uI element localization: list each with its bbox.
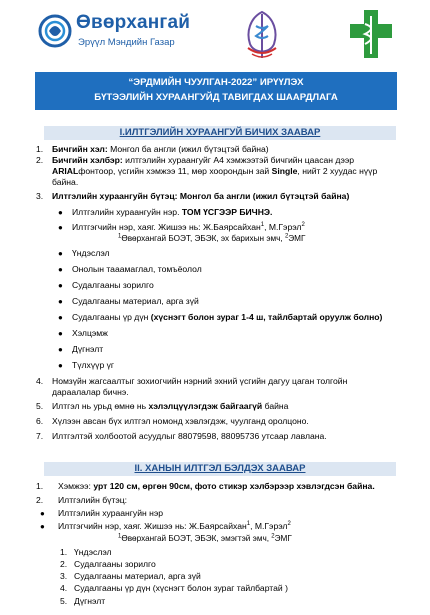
title-banner: [35, 72, 397, 110]
subitem: Дүгнэлт: [74, 596, 106, 606]
list-item-continued: дараалалар бичнэ.: [52, 387, 129, 397]
logo-tagline: Эрүүл Мэндийн Газар: [78, 37, 175, 48]
pharmacy-cross-icon: [346, 6, 396, 62]
section-2-title: II. ХАНЫН ИЛТГЭЛ БЭЛДЭХ ЗААВАР: [44, 462, 396, 476]
item-number: 5.: [36, 401, 44, 411]
subitem: Судалгааны зорилго: [74, 559, 156, 569]
list-item: Бичгийн хэл: Монгол ба англи (ижил бүтэцтэй байна): [52, 144, 269, 154]
subitem-number: 2.: [60, 559, 68, 569]
item-number: 3.: [36, 191, 44, 201]
list-item-continued: ARIALфонтоор, үсгийн хэмжээ 11, мөр хоорондын зай Single, нийт 2 хуудас нүүр: [52, 166, 378, 176]
bullet-item: Хэлцэмж: [72, 328, 108, 338]
bullet-item: Түлхүүр үг: [72, 360, 115, 370]
bullet-icon: ●: [58, 297, 63, 306]
list-item: Хэмжээ: урт 120 см, өргөн 90см, фото стикэр хэлбэрээр хэвлэгдсэн байна.: [58, 481, 375, 491]
list-item-continued: байна.: [52, 177, 79, 187]
section-1-title: I.ИЛТГЭЛИЙН ХУРААНГУЙ БИЧИХ ЗААВАР: [44, 126, 396, 140]
list-item: Илтгэлтэй холбоотой асуудлыг 88079598, 88095736 утсаар лавлана.: [52, 431, 327, 441]
ovorkhangai-logo: [38, 10, 228, 60]
list-item: Хүлээн авсан бүх илтгэл номонд хэвлэгдэж, чуулганд оролцоно.: [52, 416, 309, 426]
subitem-number: 1.: [60, 547, 68, 557]
bullet-icon: ●: [58, 223, 63, 232]
list-item: Илтгэлийн хураангуйн бүтэц: Монгол ба англи (ижил бүтэцтэй байна): [52, 191, 350, 201]
bullet-item: Судалгааны зорилго: [72, 280, 154, 290]
subitem-number: 4.: [60, 583, 68, 593]
affiliation-note: $^1$Өвөрхангай БОЭТ, ЭБЭК, эх барихын эмч, $^2$ЭМГ: [118, 233, 306, 243]
bullet-item: Судалгааны үр дүн (хүснэгт болон зураг 1-4 ш, тайлбартай оруулж болно): [72, 312, 383, 322]
list-item: Илтгэл нь урьд өмнө нь хэлэлцүүлэгдэж байгаагүй байна: [52, 401, 289, 411]
bullet-icon: ●: [40, 509, 45, 518]
item-number: 7.: [36, 431, 44, 441]
bullet-item: Илтгэгчийн нэр, хаяг. Жишээ нь: Ж.Баярсайхан$^1$, М.Гэрэл$^2$: [72, 222, 305, 232]
bullet-icon: ●: [58, 361, 63, 370]
bullet-icon: ●: [58, 265, 63, 274]
bullet-item: Үндэслэл: [72, 248, 110, 258]
subitem-number: 5.: [60, 596, 68, 606]
affiliation-note: $^1$Өвөрхангай БОЭТ, ЭБЭК, эмэгтэй эмч, $^2$ЭМГ: [118, 533, 292, 543]
item-number: 1.: [36, 144, 44, 154]
list-item: Номзүйн жагсаалтыг зохиогчийн нэрний эхний үсгийн дагуу цаган толгойн: [52, 376, 348, 386]
bullet-item: Илтгэлийн хураангуйн нэр: [58, 508, 164, 518]
logo-name: Өвөрхангай: [76, 12, 191, 33]
banner-line-1: “ЭРДМИЙН ЧУУЛГАН-2022” ИРҮҮЛЭХ: [128, 77, 304, 88]
item-number: 4.: [36, 376, 44, 386]
subitem: Үндэслэл: [74, 547, 112, 557]
bullet-item: Дүгнэлт: [72, 344, 104, 354]
bullet-icon: ●: [58, 208, 63, 217]
item-number: 2.: [36, 495, 44, 505]
bullet-item: Илтгэлийн хураангуйн нэр. ТОМ ҮСГЭЭР БИЧНЭ.: [72, 207, 273, 217]
bullet-icon: ●: [58, 313, 63, 322]
header: [0, 0, 430, 68]
subitem: Судалгааны үр дүн (хүснэгт болон зураг тайлбартай ): [74, 583, 288, 593]
subitem: Судалгааны материал, арга зүй: [74, 571, 201, 581]
health-department-emblem-icon: [38, 14, 72, 48]
bullet-icon: ●: [58, 345, 63, 354]
bullet-item: Онолын тааамаглал, томъёолол: [72, 264, 202, 274]
bullet-icon: ●: [40, 522, 45, 531]
bullet-item: Илтгэгчийн нэр, хаяг. Жишээ нь: Ж.Баярсайхан$^1$, М.Гэрэл$^2$: [58, 521, 291, 531]
list-item: Илтгэлийн бүтэц:: [58, 495, 128, 505]
bullet-icon: ●: [58, 249, 63, 258]
bullet-icon: ●: [58, 329, 63, 338]
item-number: 2.: [36, 155, 44, 165]
item-number: 6.: [36, 416, 44, 426]
bullet-item: Судалгааны материал, арга зүй: [72, 296, 199, 306]
list-item: Бичгийн хэлбэр: илтгэлийн хураангуйг А4 хэмжээтэй бичгийн цаасан дээр: [52, 155, 355, 165]
banner-line-2: БҮТЭЭЛИЙН ХУРААНГУЙД ТАВИГДАХ ШААРДЛАГА: [94, 92, 338, 103]
subitem-number: 3.: [60, 571, 68, 581]
item-number: 1.: [36, 481, 44, 491]
medical-emblem-icon: [240, 8, 284, 62]
bullet-icon: ●: [58, 281, 63, 290]
